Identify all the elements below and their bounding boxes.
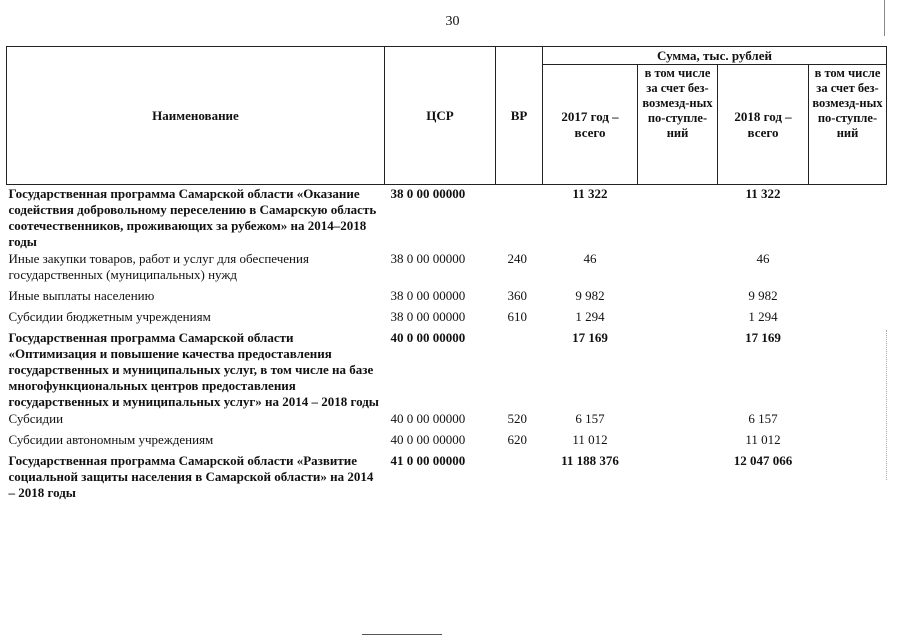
row-2017-total: 46: [583, 251, 597, 266]
row-name: Субсидии автономным учреждениям: [8, 432, 214, 447]
row-2017-total: 11 012: [572, 432, 608, 447]
row-2018-gratuitous: [809, 432, 887, 453]
row-2018-total: 12 047 066: [733, 453, 793, 468]
row-csr: 38 0 00 00000: [390, 186, 466, 201]
row-name: Субсидии бюджетным учреждениям: [8, 309, 211, 324]
row-vr: 620: [507, 432, 527, 447]
row-2017-total: 6 157: [575, 411, 605, 426]
table-header: [7, 47, 887, 185]
page-number: 30: [445, 14, 460, 29]
row-2017-gratuitous: [638, 330, 718, 411]
row-2018-total: 46: [756, 251, 770, 266]
table-body: [7, 185, 887, 503]
row-csr: 38 0 00 00000: [390, 309, 466, 324]
table-row: [7, 288, 887, 309]
row-2018-total: 11 012: [745, 432, 781, 447]
table-row: [7, 411, 887, 432]
row-name: Иные выплаты населению: [8, 288, 155, 303]
row-vr: 520: [507, 411, 527, 426]
row-2018-total: 17 169: [745, 330, 781, 345]
row-name: Государственная программа Самарской области «Оказание содействия добровольному переселению в Самарскую область соотечественников, проживающих за рубежом» на 2014–2018 годы: [8, 186, 377, 249]
row-vr: [496, 453, 543, 502]
row-name: Субсидии: [8, 411, 64, 426]
row-2018-gratuitous: [809, 288, 887, 309]
row-name: Государственная программа Самарской области «Развитие социальной защиты населения в Самарской области» на 2014 – 2018 годы: [8, 453, 374, 500]
header-2017-total: 2017 год – всего: [543, 65, 638, 185]
row-2017-gratuitous: [638, 432, 718, 453]
row-csr: 41 0 00 00000: [390, 453, 466, 468]
row-2017-gratuitous: [638, 309, 718, 330]
row-2018-gratuitous: [809, 411, 887, 432]
table-row: [7, 251, 887, 288]
table-row: [7, 432, 887, 453]
row-2018-gratuitous: [809, 251, 887, 288]
row-2018-gratuitous: [809, 185, 887, 252]
row-vr: 240: [507, 251, 527, 266]
header-2018-total: 2018 год – всего: [718, 65, 809, 185]
table-row-program: [7, 185, 887, 252]
footnote-separator: [362, 634, 442, 635]
row-name: Государственная программа Самарской области «Оптимизация и повышение качества предоставления государственных и муниципальных услуг, в том числе на базе многофункциональных центров предоставления государственных и муниципальных услуг» на 2014 – 2018 годы: [8, 330, 379, 409]
table-row-program: [7, 330, 887, 411]
row-2017-total: 9 982: [575, 288, 605, 303]
row-2017-gratuitous: [638, 288, 718, 309]
header-name: Наименование: [7, 47, 385, 185]
row-2017-total: 11 322: [572, 186, 608, 201]
page-edge-line: [884, 0, 885, 36]
row-2018-total: 11 322: [745, 186, 781, 201]
row-csr: 38 0 00 00000: [390, 251, 466, 266]
row-vr: [496, 330, 543, 411]
row-2017-gratuitous: [638, 453, 718, 502]
budget-table: [6, 46, 887, 502]
row-2018-gratuitous: [809, 309, 887, 330]
row-2018-total: 1 294: [748, 309, 778, 324]
row-csr: 38 0 00 00000: [390, 288, 466, 303]
row-2017-total: 11 188 376: [561, 453, 619, 468]
row-vr: 360: [507, 288, 527, 303]
row-2018-total: 9 982: [748, 288, 778, 303]
header-2018-gratuitous: в том числе за счет без-возмезд-ных по-ступле-ний: [809, 65, 887, 185]
row-2017-gratuitous: [638, 411, 718, 432]
row-2017-gratuitous: [638, 185, 718, 252]
row-2018-gratuitous: [809, 453, 887, 502]
row-csr: 40 0 00 00000: [390, 432, 466, 447]
row-2017-gratuitous: [638, 251, 718, 288]
row-csr: 40 0 00 00000: [390, 411, 466, 426]
header-vr: ВР: [496, 47, 543, 185]
row-vr: 610: [507, 309, 527, 324]
row-name: Иные закупки товаров, работ и услуг для обеспечения государственных (муниципальных) нужд: [8, 251, 309, 282]
table-row: [7, 309, 887, 330]
header-sum-group: Сумма, тыс. рублей: [543, 47, 887, 65]
row-2017-total: 1 294: [575, 309, 605, 324]
header-2017-gratuitous: в том числе за счет без-возмезд-ных по-ступле-ний: [638, 65, 718, 185]
row-2018-gratuitous: [809, 330, 887, 411]
row-2017-total: 17 169: [572, 330, 608, 345]
row-vr: [496, 185, 543, 252]
row-2018-total: 6 157: [748, 411, 778, 426]
row-csr: 40 0 00 00000: [390, 330, 466, 345]
header-csr: ЦСР: [385, 47, 496, 185]
table-row-program: [7, 453, 887, 502]
